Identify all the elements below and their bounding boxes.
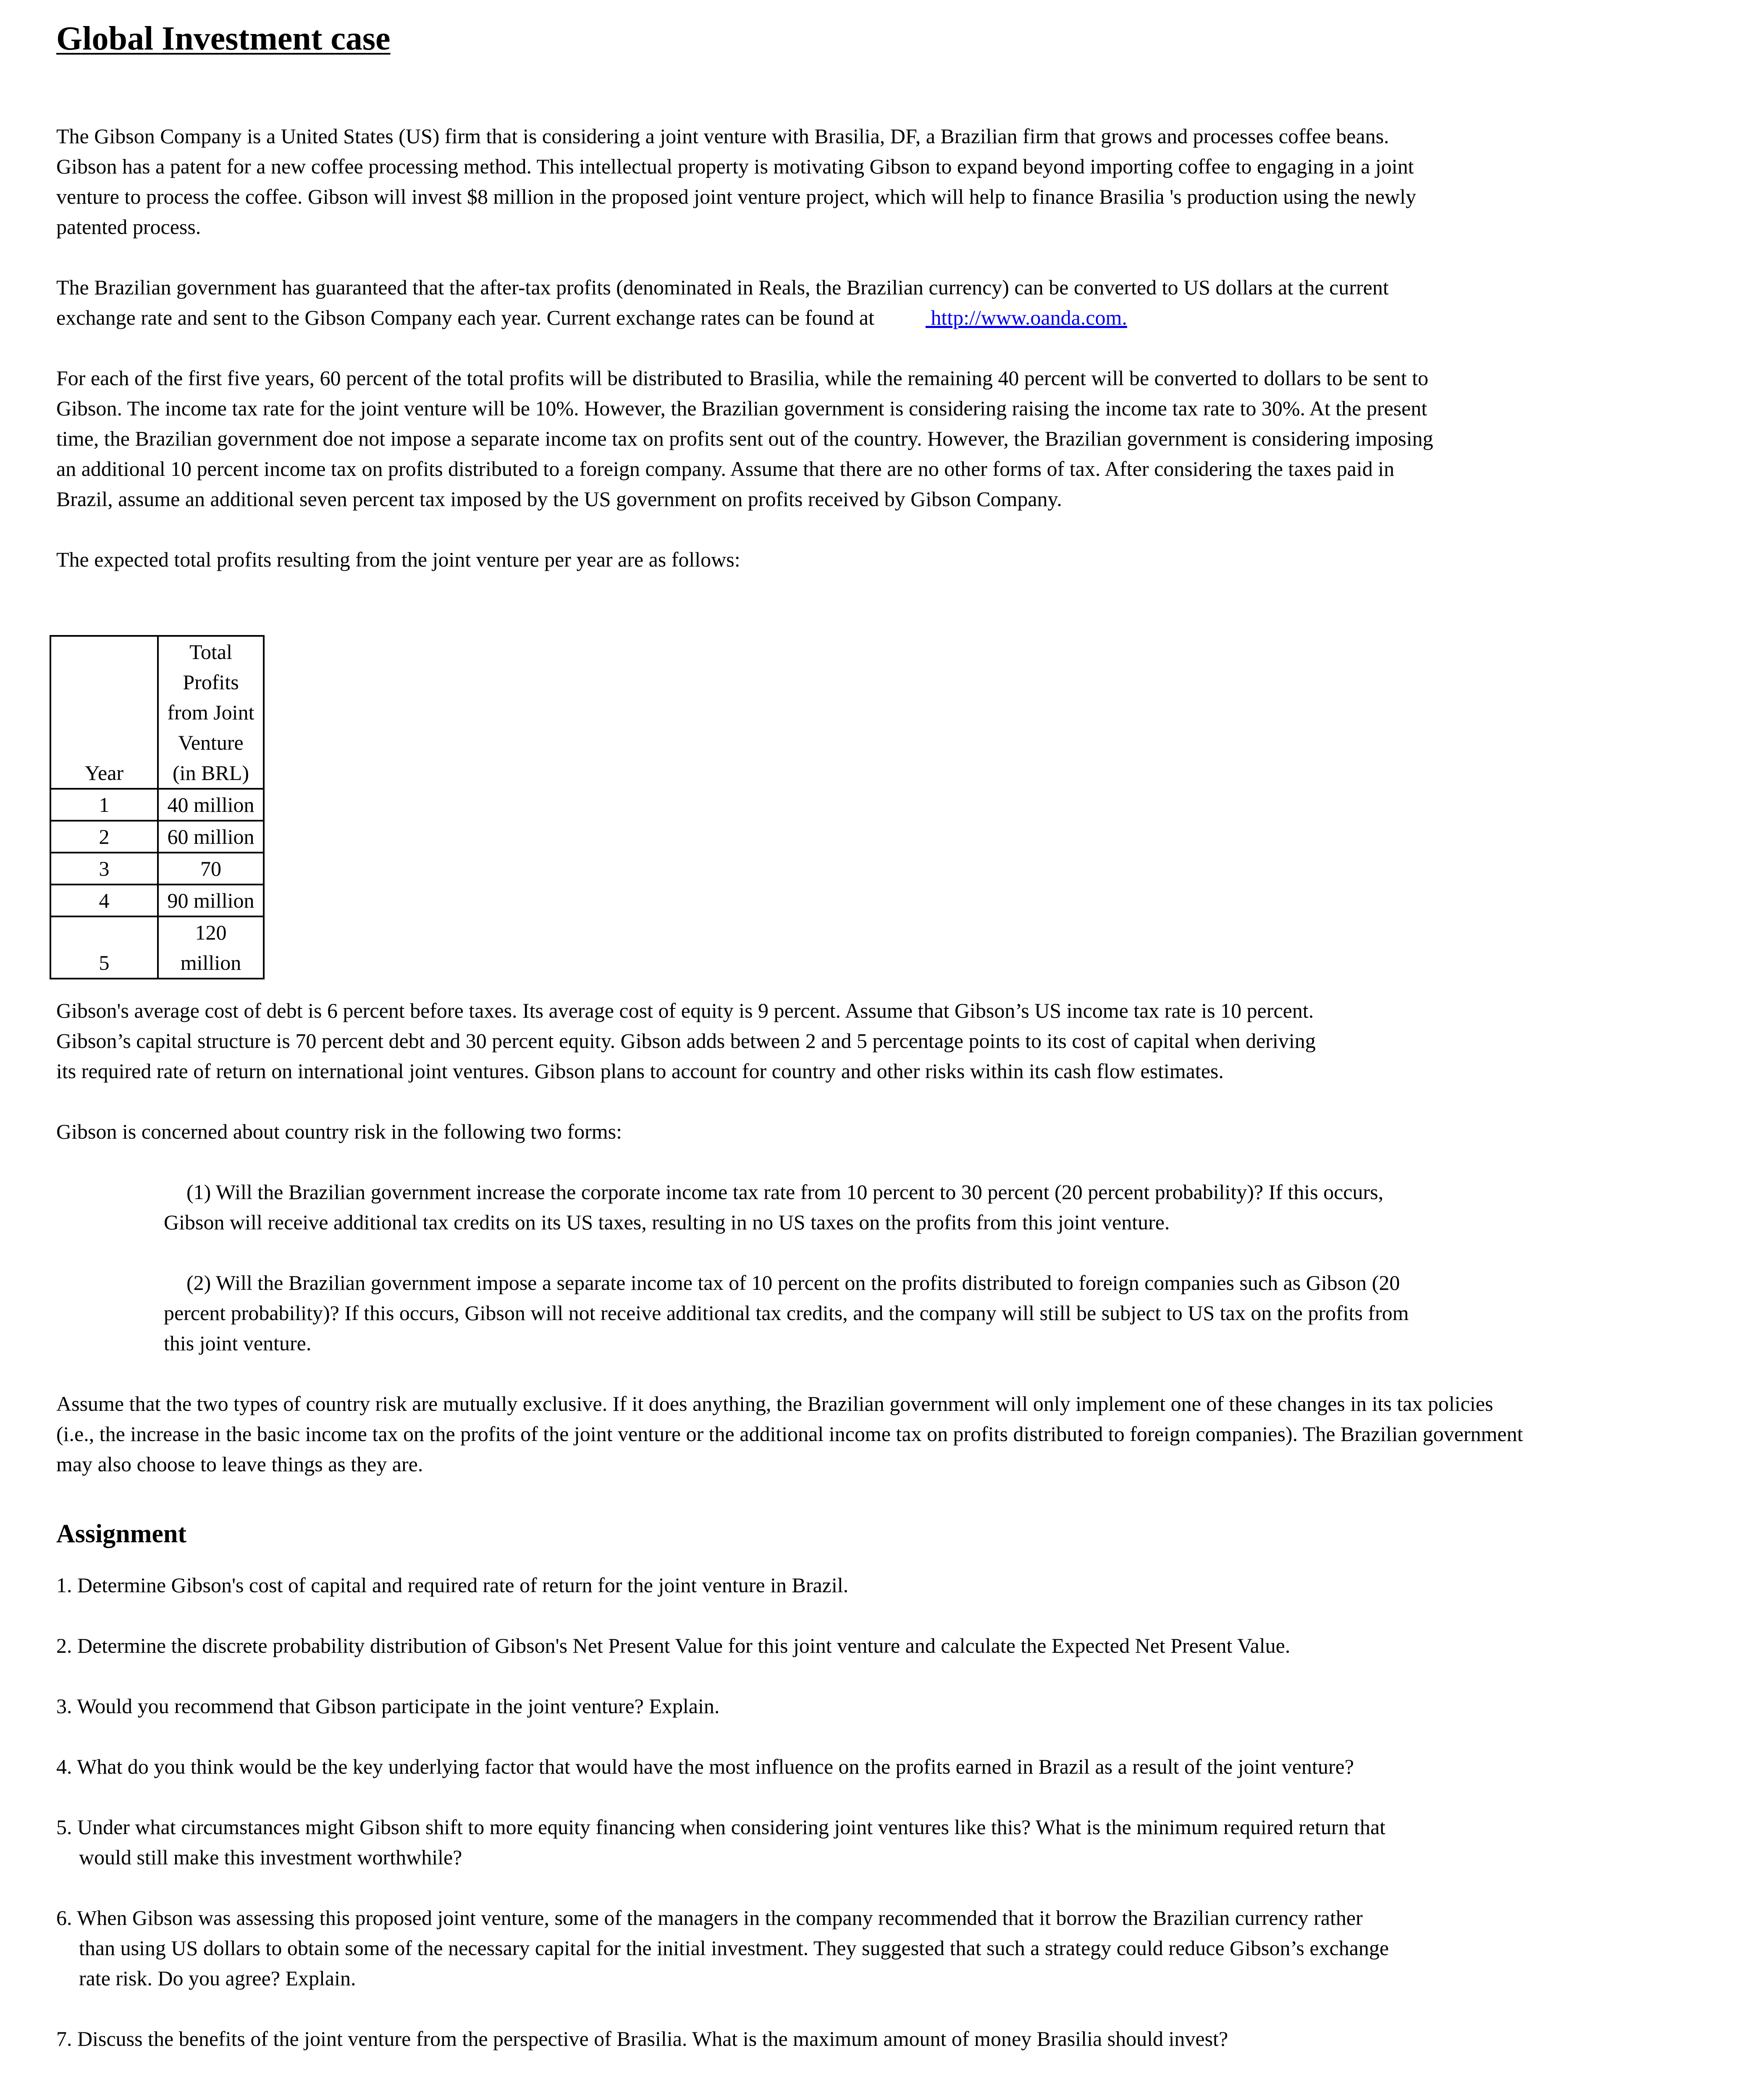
text-line: Gibson. The income tax rate for the joint venture will be 10%. However, the Brazilian government is considering raising the income tax rate to 30%. At the present <box>56 396 1427 420</box>
question-line: than using US dollars to obtain some of the necessary capital for the initial investment. They suggested that such a strategy could reduce Gibson’s exchange <box>79 1936 1389 1960</box>
profit-line: million <box>180 951 241 974</box>
profits-table <box>50 635 265 979</box>
table-row <box>50 789 264 821</box>
exclusive-paragraph <box>56 1389 1523 1479</box>
header-line: Profits <box>183 670 239 694</box>
text-line: Assume that the two types of country risk are mutually exclusive. If it does anything, the Brazilian government will only implement one of these changes in its tax policies <box>56 1392 1493 1415</box>
profit-line: 90 million <box>167 889 254 912</box>
question-line: 2. Determine the discrete probability distribution of Gibson's Net Present Value for this joint venture and calculate the Expected Net Present Value. <box>56 1634 1291 1657</box>
text-line: (2) Will the Brazilian government impose a separate income tax of 10 percent on the profits distributed to foreign companies such as Gibson (20 <box>186 1271 1400 1294</box>
question-line: 7. Discuss the benefits of the joint venture from the perspective of Brasilia. What is the maximum amount of money Brasilia should invest? <box>56 2027 1228 2050</box>
profit-cell <box>158 853 264 885</box>
concern-line: Gibson is concerned about country risk in the following two forms: <box>56 1120 622 1143</box>
table-row <box>50 821 264 853</box>
risk-one-paragraph <box>164 1177 1383 1237</box>
table-row <box>50 853 264 885</box>
year-cell: 3 <box>50 853 158 885</box>
intro-paragraph <box>56 121 1416 242</box>
text-line: Gibson has a patent for a new coffee processing method. This intellectual property is motivating Gibson to expand beyond importing coffee to engaging in a joint <box>56 155 1414 178</box>
header-line: (in BRL) <box>173 761 249 785</box>
table-row <box>50 916 264 979</box>
text-line: its required rate of return on international joint ventures. Gibson plans to account for country and other risks within its cash flow estimates. <box>56 1059 1224 1083</box>
text-line: The Gibson Company is a United States (US) firm that is considering a joint venture with Brasilia, DF, a Brazilian firm that grows and processes coffee beans. <box>56 124 1389 148</box>
question-7 <box>56 2024 1228 2054</box>
text-line: may also choose to leave things as they are. <box>56 1452 423 1476</box>
header-line: from Joint <box>167 701 254 724</box>
table-row <box>50 885 264 916</box>
profit-line: 70 <box>200 857 221 880</box>
cost-paragraph <box>56 995 1316 1086</box>
text-line: time, the Brazilian government doe not impose a separate income tax on profits sent out of the country. However, the Brazilian government is considering imposing <box>56 427 1433 450</box>
header-line: Total <box>189 640 233 664</box>
text-line: Gibson’s capital structure is 70 percent debt and 30 percent equity. Gibson adds between 2 and 5 percentage points to its cost of capital when deriving <box>56 1029 1316 1053</box>
year-cell: 5 <box>50 916 158 979</box>
question-6 <box>56 1903 1389 1993</box>
question-5 <box>56 1812 1385 1872</box>
question-1 <box>56 1570 848 1600</box>
profit-cell <box>158 821 264 853</box>
page-title: Global Investment case <box>56 20 391 57</box>
year-cell: 2 <box>50 821 158 853</box>
text-line: Gibson's average cost of debt is 6 percent before taxes. Its average cost of equity is 9 percent. Assume that Gibson’s US income tax rate is 10 percent. <box>56 999 1314 1022</box>
profit-cell <box>158 789 264 821</box>
text-line: percent probability)? If this occurs, Gibson will not receive additional tax credits, and the company will still be subject to US tax on the profits from <box>164 1301 1409 1325</box>
oanda-link[interactable]: http://www.oanda.com. <box>925 306 1127 329</box>
question-line: 5. Under what circumstances might Gibson shift to more equity financing when considering joint ventures like this? What is the minimum required return that <box>56 1815 1386 1839</box>
question-2 <box>56 1630 1290 1661</box>
profit-line: 60 million <box>167 825 254 848</box>
question-3 <box>56 1691 719 1721</box>
question-line: 6. When Gibson was assessing this proposed joint venture, some of the managers in the company recommended that it borrow the Brazilian currency rather <box>56 1906 1363 1929</box>
text-line: this joint venture. <box>164 1331 312 1355</box>
header-line: Venture <box>178 731 244 754</box>
text-line <box>56 302 1389 333</box>
risk-two-paragraph <box>164 1268 1409 1358</box>
text-line: Gibson will receive additional tax credits on its US taxes, resulting in no US taxes on the profits from this joint venture. <box>164 1210 1170 1234</box>
header-profit <box>158 636 264 789</box>
question-line: rate risk. Do you agree? Explain. <box>79 1966 356 1990</box>
question-line: would still make this investment worthwhile? <box>79 1845 462 1869</box>
text-line: For each of the first five years, 60 percent of the total profits will be distributed to Brasilia, while the remaining 40 percent will be converted to dollars to be sent to <box>56 366 1429 390</box>
header-year: Year <box>50 636 158 789</box>
text-line: venture to process the coffee. Gibson will invest $8 million in the proposed joint venture project, which will help to finance Brasilia 's production using the newly <box>56 185 1416 208</box>
assignment-heading: Assignment <box>56 1520 187 1548</box>
text-line: (i.e., the increase in the basic income tax on the profits of the joint venture or the additional income tax on profits distributed to foreign companies). The Brazilian government <box>56 1422 1523 1446</box>
guarantee-paragraph <box>56 272 1389 333</box>
year-cell: 1 <box>50 789 158 821</box>
profit-cell <box>158 916 264 979</box>
question-line: 4. What do you think would be the key underlying factor that would have the most influence on the profits earned in Brazil as a result of the joint venture? <box>56 1755 1354 1778</box>
question-line: 1. Determine Gibson's cost of capital and required rate of return for the joint venture in Brazil. <box>56 1573 849 1597</box>
text-line: Brazil, assume an additional seven percent tax imposed by the US government on profits received by Gibson Company. <box>56 487 1062 511</box>
profit-cell <box>158 885 264 916</box>
question-line: 3. Would you recommend that Gibson participate in the joint venture? Explain. <box>56 1694 720 1718</box>
text-line: patented process. <box>56 215 201 239</box>
distribution-paragraph <box>56 363 1433 514</box>
year-cell: 4 <box>50 885 158 916</box>
table-header-row <box>50 636 264 789</box>
text-line: (1) Will the Brazilian government increase the corporate income tax rate from 10 percent to 30 percent (20 percent probability)? If this occurs, <box>186 1180 1384 1204</box>
profit-line: 120 <box>195 921 227 944</box>
text-line: The Brazilian government has guaranteed that the after-tax profits (denominated in Reals, the Brazilian currency) can be converted to US dollars at the current <box>56 276 1389 299</box>
expected-profits-line: The expected total profits resulting from the joint venture per year are as follows: <box>56 548 740 571</box>
question-4 <box>56 1751 1354 1782</box>
text-span: exchange rate and sent to the Gibson Company each year. Current exchange rates can be found at <box>56 306 874 329</box>
profit-line: 40 million <box>167 793 254 816</box>
text-line: an additional 10 percent income tax on profits distributed to a foreign company. Assume that there are no other forms of tax. After considering the taxes paid in <box>56 457 1395 480</box>
